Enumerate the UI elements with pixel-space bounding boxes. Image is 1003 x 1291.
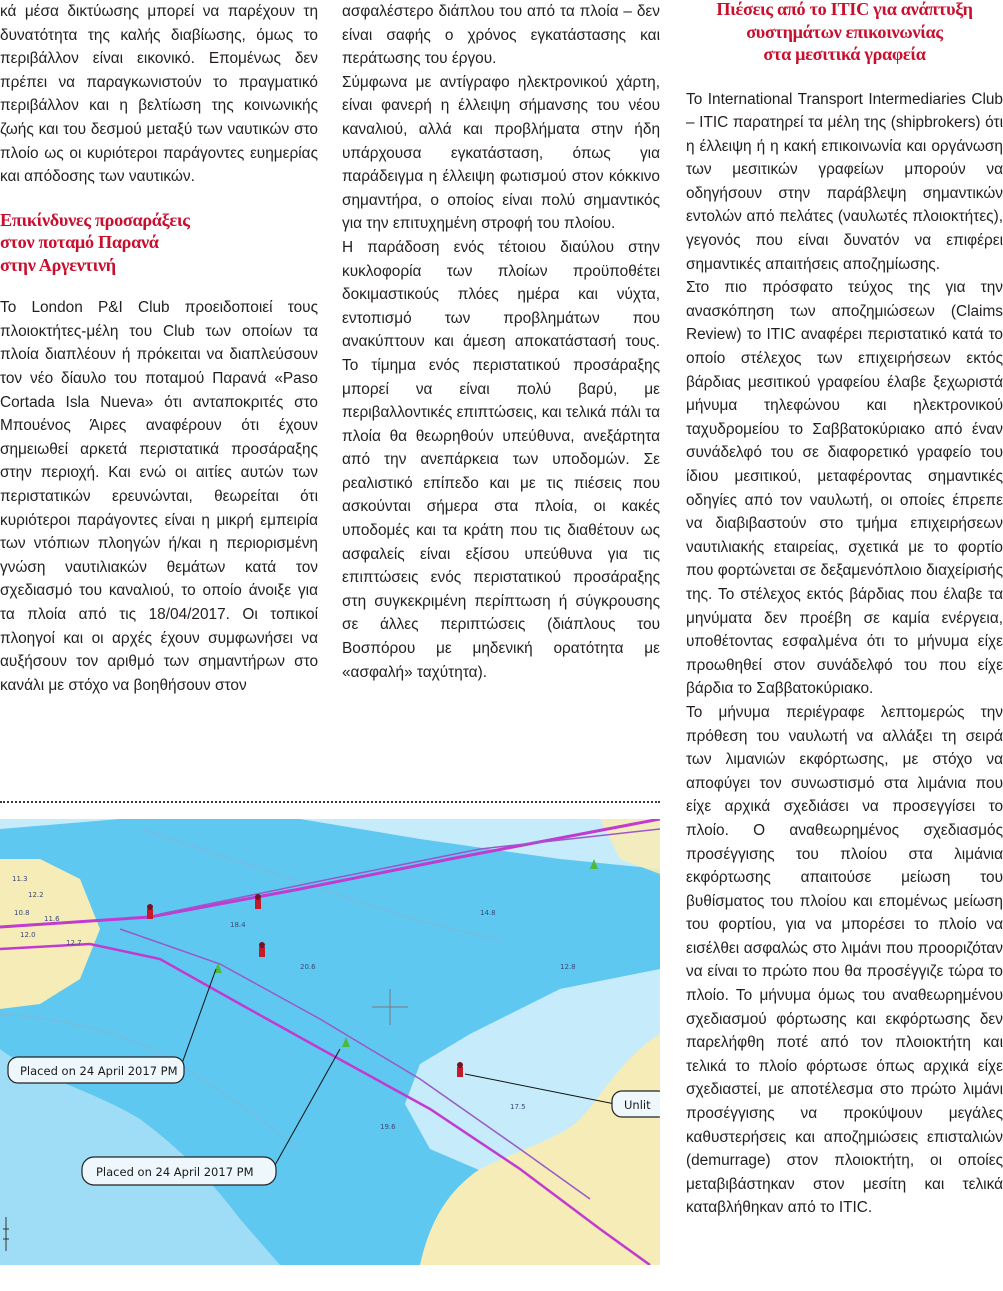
nautical-chart: [0, 819, 660, 1265]
callout-label: Unlit: [624, 1098, 651, 1112]
svg-text:19.6: 19.6: [380, 1123, 396, 1131]
svg-text:12.7: 12.7: [66, 939, 82, 947]
body-paragraph: Το London P&I Club προειδοποιεί τους πλοιοκτήτες-μέλη του Club των οποίων τα πλοία διαπλέουν ή πρόκειται να διαπλεύσουν τον νέο δίαυλο του ποταμού Παρανά «Paso Cortada Isla Nueva» ότι ανταποκριτές στο Μπουένος Άιρες αναφέρουν ότι έχουν σημειωθεί αρκετά περιστατικά προσάραξης στην περιοχή. Και ενώ οι αιτίες αυτών των περιστατικών ερευνώνται, θεωρείται ότι κυριότεροι παράγοντες είναι η μικρή εμπειρία των ντόπιων πλοηγών ή/και η περιορισμένη γνώση ναυτιλιακών θεμάτων κατά τον σχεδιασμό του καναλιού, το οποίο άνοιξε για τα πλοία από τις 18/04/2017. Οι τοπικοί πλοηγοί και οι αρχές έχουν συμφωνήσει να αυξήσουν τον αριθμό των σημαντήρων στο κανάλι με στόχο να βοηθήσουν στον: [0, 299, 318, 694]
svg-text:17.5: 17.5: [510, 1103, 526, 1111]
dotted-divider: [0, 801, 660, 803]
svg-text:11.6: 11.6: [44, 915, 60, 923]
red-buoy-icon: [255, 894, 261, 909]
red-buoy-icon: [147, 904, 153, 919]
body-paragraph: Σύμφωνα με αντίγραφο ηλεκτρονικού χάρτη, είναι φανερή η έλλειψη σήμανσης του νέου καναλιού, αλλά και προβλήματα στην ήδη υπάρχουσα εγκατάσταση, όπως για παράδειγμα η έλλειψη φωτισμού στον κόκκινο σημαντήρα, ο οποίος είναι πολύ σημαντικός για την επιτυχημένη στροφή του πλοίου.: [342, 73, 660, 233]
svg-text:14.8: 14.8: [480, 909, 496, 917]
heading-line: στην Αργεντινή: [0, 254, 116, 275]
svg-text:10.8: 10.8: [14, 909, 30, 917]
heading-line: στον ποταμό Παρανά: [0, 232, 159, 253]
column-1: [0, 0, 318, 697]
body-paragraph: Στο πιο πρόσφατο τεύχος της για την ανασκόπηση των αποζημιώσεων (Claims Review) το ITIC αναφέρει περιστατικό κατά το οποίο στέλεχος των επιχειρήσεων εκτός βάρδιας μεσιτικού γραφείου έλαβε ξεχωριστά μήνυμα τηλεφώνου και ηλεκτρονικού ταχυδρομείου το Σαββατοκύριακο από έναν συνάδελφό του σε διαφορετικό γραφείο του ίδιου μεσιτικού, μεταφέροντας σημαντικές οδηγίες από τον ναυλωτή, οι οποίες έπρεπε να διαβιβαστούν στο τμήμα επιχειρήσεων ναυτιλιακής εταιρείας, σχετικά με το φορτίο που φορτώνεται σε δεξαμενόπλοιο διαχείρισής της. Το στέλεχος εκτός βάρδιας που έλαβε τα μηνύματα δεν προέβη σε καμία ενέργεια, υποθέτοντας εσφαλμένα ότι το μήνυμα είχε προωθηθεί στον συνάδελφό του που είχε βάρδια το Σαββατοκύριακο.: [686, 279, 1003, 698]
red-buoy-icon: [457, 1062, 463, 1077]
callout-label: Placed on 24 April 2017 PM: [20, 1064, 178, 1078]
body-paragraph: Το International Transport Intermediaries Club – ITIC παρατηρεί τα μέλη της (shipbrokers) ότι η έλλειψη ή η κακή επικοινωνία και οργάνωση των μεσιτικών γραφείων μπορούν να οδηγήσουν στην παράβλεψη σημαντικών εντολών από πελάτες (ναυλωτές πλοιοκτήτες), γεγονός που είναι δυνατόν να επιφέρει σημαντικές απαιτήσεις αποζημίωσης.: [686, 90, 1003, 273]
svg-text:20.6: 20.6: [300, 963, 316, 971]
heading-line: Επικίνδυνες προσαράξεις: [0, 209, 190, 230]
body-paragraph: Η παράδοση ενός τέτοιου διαύλου στην κυκλοφορία των πλοίων προϋποθέτει δοκιμαστικούς πλόες ημέρα και νύχτα, εντοπισμό των προβλημάτων που ανακύπτουν και άμεση αποκατάστασή τους. Το τίμημα ενός περιστατικού προσάραξης μπορεί να είναι πολύ βαρύ, με περιβαλλοντικές επιπτώσεις, και τελικά πάλι τα πλοία θα θεωρηθούν υπεύθυνα, ανεξάρτητα από την ανεπάρκεια των υποδομών. Σε ρεαλιστικό επίπεδο και με τις πιέσεις που ασκούνται σήμερα στα πλοία, οι κακές υποδομές και τα κράτη που τις διαθέτουν ως ασφαλείς είναι εξίσου υπεύθυνα για τις επιπτώσεις ενός περιστατικού προσάραξης στη συγκεκριμένη περίπτωση ή σύγκρουσης σε άλλες περιπτώσεις (διάπλους του Βοσπόρου με μηδενική ορατότητα με «ασφαλή» ταχύτητα).: [342, 238, 660, 681]
column-3: [686, 0, 1003, 1220]
body-paragraph: ασφαλέστερο διάπλου του από τα πλοία – δεν είναι σαφής ο χρόνος εγκατάστασης και περάτωσης του έργου.: [342, 3, 660, 68]
column-2: [342, 0, 660, 684]
callout-box-2: [82, 1157, 276, 1185]
svg-text:18.4: 18.4: [230, 921, 246, 929]
heading-line: στα μεσιτικά γραφεία: [763, 44, 926, 64]
red-buoy-icon: [259, 942, 265, 957]
section-heading-parana: [0, 209, 318, 277]
svg-text:12.8: 12.8: [560, 963, 576, 971]
svg-text:12.0: 12.0: [20, 931, 36, 939]
heading-line: συστημάτων επικοινωνίας: [746, 21, 943, 42]
intro-paragraph: κά μέσα δικτύωσης μπορεί να παρέχουν τη δυνατότητα της καλής διαβίωσης, όμως το περιβάλλον είναι εικονικό. Επομένως δεν πρέπει να παραγκωνιστούν το πραγματικό περιβάλλον και η βελτίωση της κοινωνικής ζωής και του δεσμού μεταξύ των ναυτικών στο πλοίο ως οι κυριότεροι παράγοντες ευημερίας και απόδοσης των ναυτικών.: [0, 3, 318, 186]
callout-box-3: [612, 1091, 660, 1117]
callout-label: Placed on 24 April 2017 PM: [96, 1165, 254, 1179]
section-heading-itic: [686, 0, 1003, 66]
callout-box-1: [8, 1057, 184, 1083]
svg-text:12.2: 12.2: [28, 891, 44, 899]
heading-line: Πιέσεις από το ITIC για ανάπτυξη: [716, 0, 973, 19]
chart-svg: [0, 819, 660, 1265]
svg-text:11.3: 11.3: [12, 875, 28, 883]
body-paragraph: Το μήνυμα περιέγραφε λεπτομερώς την πρόθεση του ναυλωτή να αλλάξει τη σειρά των λιμανιών εκφόρτωσης, με στόχο να αποφύγει τον συνωστισμό στα λιμάνια που είχε αρχικά σχεδιάσει να προσεγγίσει το πλοίο. Ο αναθεωρημένος σχεδιασμός προσέγγισης του πλοίου στα λιμάνια εκφόρτωσης απαιτούσε μείωση του βυθίσματος του πλοίου και επομένως μείωση του φορτίου, για να μπορέσει το πλοίο να εισέλθει ασφαλώς στο λιμάνι που προοριζόταν να είναι το πρώτο που θα προσέγγιζε τώρα το πλοίο. Το μήνυμα όμως του αναθεωρημένου σχεδιασμού φόρτωσης και εκφόρτωσης δεν παρελήφθη ποτέ από τον πλοιοκτήτη και τελικά το πλοίο φόρτωσε όπως αρχικά είχε σχεδιαστεί, με αποτέλεσμα στο πρώτο λιμάνι προσέγγισης να προκύψουν μεγάλες καθυστερήσεις και αποζημιώσεις επισταλιών (demurrage) στον πλοιοκτήτη, οι οποίες μεταβιβάστηκαν στον μεσίτη και τελικά καταβλήθηκαν από το ITIC.: [686, 703, 1003, 1217]
